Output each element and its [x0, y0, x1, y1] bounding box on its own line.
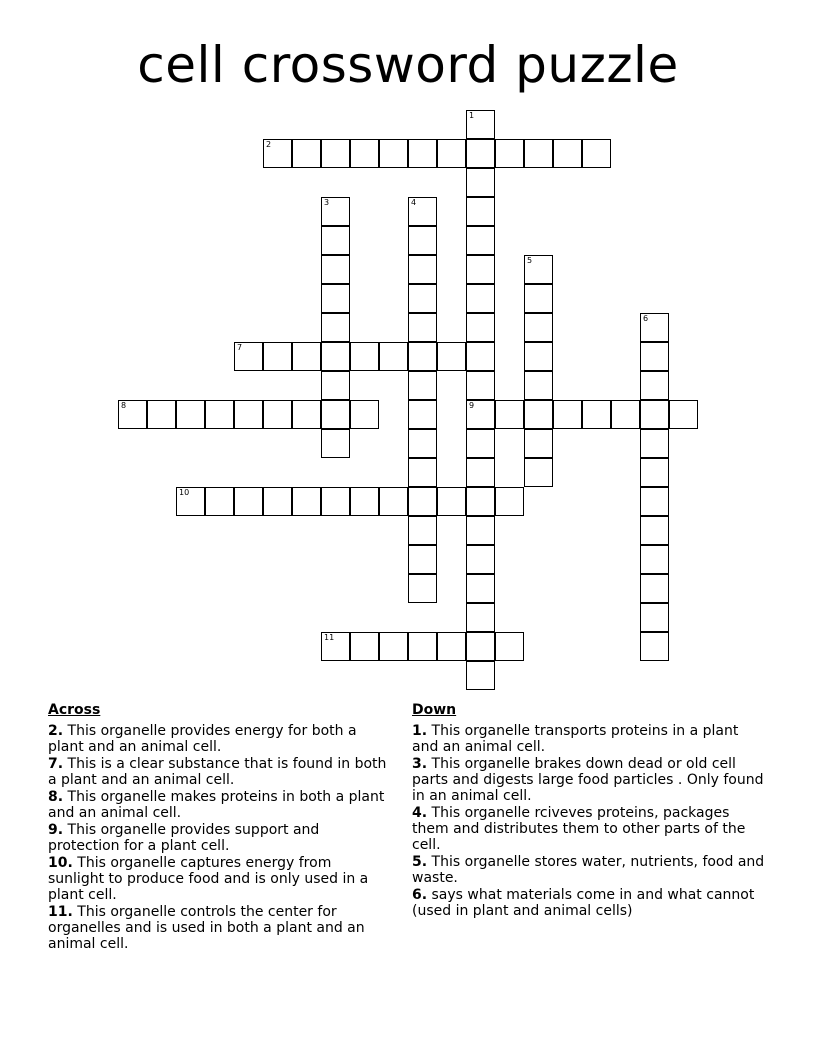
crossword-cell[interactable] — [466, 603, 495, 632]
crossword-cell[interactable] — [292, 342, 321, 371]
clue-across-7 — [48, 756, 388, 788]
crossword-cell[interactable] — [408, 574, 437, 603]
crossword-cell[interactable] — [292, 400, 321, 429]
crossword-cell[interactable] — [437, 139, 466, 168]
crossword-cell[interactable] — [495, 400, 524, 429]
crossword-cell[interactable] — [466, 516, 495, 545]
crossword-cell[interactable] — [524, 284, 553, 313]
crossword-cell[interactable] — [640, 313, 669, 342]
crossword-cell[interactable] — [466, 313, 495, 342]
crossword-cell[interactable] — [263, 342, 292, 371]
crossword-cell[interactable] — [292, 487, 321, 516]
crossword-cell[interactable] — [466, 371, 495, 400]
clue-number-label: 2 — [266, 140, 272, 149]
clue-number: 6. — [412, 887, 428, 903]
crossword-cell[interactable] — [466, 255, 495, 284]
crossword-cell[interactable] — [408, 516, 437, 545]
crossword-cell[interactable] — [408, 139, 437, 168]
crossword-cell[interactable] — [321, 139, 350, 168]
crossword-cell[interactable] — [524, 313, 553, 342]
crossword-cell[interactable] — [524, 139, 553, 168]
crossword-cell[interactable] — [524, 255, 553, 284]
clue-down-3 — [412, 756, 768, 804]
crossword-cell[interactable] — [321, 342, 350, 371]
crossword-cell[interactable] — [466, 226, 495, 255]
crossword-cell[interactable] — [466, 110, 495, 139]
crossword-cell[interactable] — [524, 458, 553, 487]
crossword-cell[interactable] — [350, 139, 379, 168]
crossword-cell[interactable] — [408, 226, 437, 255]
crossword-cell[interactable] — [350, 632, 379, 661]
crossword-cell[interactable] — [466, 632, 495, 661]
crossword-cell[interactable] — [321, 429, 350, 458]
down-heading: Down — [412, 702, 457, 718]
crossword-cell[interactable] — [350, 400, 379, 429]
crossword-cell[interactable] — [176, 400, 205, 429]
crossword-cell[interactable] — [553, 139, 582, 168]
clue-number-label: 5 — [527, 256, 533, 265]
crossword-cell[interactable] — [466, 400, 495, 429]
crossword-cell[interactable] — [321, 487, 350, 516]
crossword-cell[interactable] — [640, 516, 669, 545]
crossword-cell[interactable] — [321, 400, 350, 429]
clue-number: 5. — [412, 854, 428, 870]
crossword-cell[interactable] — [640, 574, 669, 603]
crossword-cell[interactable] — [321, 313, 350, 342]
clue-number-label: 11 — [324, 633, 335, 642]
clue-number: 11. — [48, 904, 73, 920]
crossword-cell[interactable] — [408, 632, 437, 661]
crossword-cell[interactable] — [611, 400, 640, 429]
crossword-cell[interactable] — [437, 487, 466, 516]
crossword-cell[interactable] — [524, 400, 553, 429]
crossword-cell[interactable] — [379, 139, 408, 168]
crossword-cell[interactable] — [466, 168, 495, 197]
clue-number: 4. — [412, 805, 428, 821]
crossword-cell[interactable] — [321, 284, 350, 313]
crossword-cell[interactable] — [495, 487, 524, 516]
clue-number: 7. — [48, 756, 64, 772]
clue-across-8 — [48, 789, 388, 821]
crossword-cell[interactable] — [234, 342, 263, 371]
crossword-cell[interactable] — [437, 342, 466, 371]
crossword-cell[interactable] — [466, 661, 495, 690]
crossword-cell[interactable] — [321, 197, 350, 226]
crossword-cell[interactable] — [466, 545, 495, 574]
clue-text: This organelle makes proteins in both a plant and an animal cell. — [48, 789, 385, 821]
crossword-cell[interactable] — [466, 574, 495, 603]
crossword-cell[interactable] — [408, 429, 437, 458]
crossword-cell[interactable] — [263, 139, 292, 168]
crossword-cell[interactable] — [408, 487, 437, 516]
clue-text: This organelle rciveves proteins, packages them and distributes them to other parts of the cell. — [412, 805, 746, 853]
crossword-cell[interactable] — [408, 545, 437, 574]
clue-number-label: 7 — [237, 343, 243, 352]
crossword-cell[interactable] — [408, 284, 437, 313]
clue-across-2 — [48, 723, 388, 755]
crossword-cell[interactable] — [350, 342, 379, 371]
clue-number-label: 10 — [179, 488, 190, 497]
crossword-cell[interactable] — [263, 487, 292, 516]
crossword-cell[interactable] — [640, 487, 669, 516]
crossword-cell[interactable] — [408, 197, 437, 226]
crossword-cell[interactable] — [321, 371, 350, 400]
crossword-cell[interactable] — [640, 371, 669, 400]
clue-down-1 — [412, 723, 768, 755]
crossword-cell[interactable] — [640, 603, 669, 632]
crossword-cell[interactable] — [640, 400, 669, 429]
clue-number-label: 9 — [469, 401, 475, 410]
crossword-cell[interactable] — [321, 226, 350, 255]
crossword-cell[interactable] — [292, 139, 321, 168]
clue-across-11 — [48, 904, 388, 952]
clue-number: 10. — [48, 855, 73, 871]
crossword-cell[interactable] — [582, 400, 611, 429]
clue-number-label: 6 — [643, 314, 649, 323]
crossword-cell[interactable] — [437, 632, 466, 661]
clue-number: 8. — [48, 789, 64, 805]
crossword-cell[interactable] — [466, 429, 495, 458]
clue-number: 9. — [48, 822, 64, 838]
crossword-cell[interactable] — [379, 487, 408, 516]
crossword-cell[interactable] — [495, 139, 524, 168]
clue-text: This organelle provides energy for both a plant and an animal cell. — [48, 723, 357, 755]
crossword-cell[interactable] — [640, 458, 669, 487]
clue-text: This is a clear substance that is found in both a plant and an animal cell. — [48, 756, 387, 788]
down-clues — [412, 702, 768, 920]
crossword-cell[interactable] — [118, 400, 147, 429]
crossword-cell[interactable] — [321, 632, 350, 661]
crossword-cell[interactable] — [176, 487, 205, 516]
crossword-cell[interactable] — [466, 458, 495, 487]
clue-text: This organelle stores water, nutrients, food and waste. — [412, 854, 765, 886]
clue-number: 2. — [48, 723, 64, 739]
clue-text: This organelle provides support and protection for a plant cell. — [48, 822, 320, 854]
crossword-cell[interactable] — [553, 400, 582, 429]
crossword-cell[interactable] — [640, 545, 669, 574]
clue-text: This organelle controls the center for organelles and is used in both a plant and an animal cell. — [48, 904, 365, 952]
crossword-cell[interactable] — [466, 342, 495, 371]
clue-down-6 — [412, 887, 768, 919]
crossword-cell[interactable] — [495, 632, 524, 661]
crossword-cell[interactable] — [321, 255, 350, 284]
crossword-cell[interactable] — [408, 400, 437, 429]
crossword-cell[interactable] — [350, 487, 379, 516]
clue-text: This organelle brakes down dead or old cell parts and digests large food particles . Only found in an animal cell. — [412, 756, 764, 804]
across-heading: Across — [48, 702, 101, 718]
clue-number-label: 8 — [121, 401, 127, 410]
crossword-cell[interactable] — [524, 342, 553, 371]
clue-text: This organelle transports proteins in a plant and an animal cell. — [412, 723, 739, 755]
crossword-cell[interactable] — [582, 139, 611, 168]
crossword-cell[interactable] — [524, 371, 553, 400]
clue-down-4 — [412, 805, 768, 853]
crossword-cell[interactable] — [379, 342, 408, 371]
crossword-cell[interactable] — [466, 284, 495, 313]
across-clues — [48, 702, 388, 953]
clue-down-5 — [412, 854, 768, 886]
crossword-cell[interactable] — [669, 400, 698, 429]
crossword-cell[interactable] — [408, 255, 437, 284]
crossword-cell[interactable] — [466, 197, 495, 226]
clue-text: says what materials come in and what cannot (used in plant and animal cells) — [412, 887, 755, 919]
crossword-cell[interactable] — [263, 400, 292, 429]
crossword-cell[interactable] — [408, 313, 437, 342]
crossword-cell[interactable] — [640, 429, 669, 458]
crossword-cell[interactable] — [408, 371, 437, 400]
crossword-cell[interactable] — [408, 458, 437, 487]
crossword-cell[interactable] — [234, 487, 263, 516]
crossword-cell[interactable] — [640, 632, 669, 661]
crossword-cell[interactable] — [205, 400, 234, 429]
page-title: cell crossword puzzle — [137, 36, 679, 94]
clue-number-label: 3 — [324, 198, 330, 207]
crossword-cell[interactable] — [408, 342, 437, 371]
crossword-cell[interactable] — [466, 487, 495, 516]
clue-text: This organelle captures energy from sunlight to produce food and is only used in a plant cell. — [48, 855, 369, 903]
clue-number: 3. — [412, 756, 428, 772]
crossword-cell[interactable] — [640, 342, 669, 371]
crossword-cell[interactable] — [147, 400, 176, 429]
crossword-cell[interactable] — [234, 400, 263, 429]
crossword-cell[interactable] — [379, 632, 408, 661]
clue-across-9 — [48, 822, 388, 854]
crossword-cell[interactable] — [205, 487, 234, 516]
crossword-cell[interactable] — [524, 429, 553, 458]
clue-number-label: 1 — [469, 111, 475, 120]
crossword-cell[interactable] — [466, 139, 495, 168]
clue-number: 1. — [412, 723, 428, 739]
clue-across-10 — [48, 855, 388, 903]
clue-number-label: 4 — [411, 198, 417, 207]
